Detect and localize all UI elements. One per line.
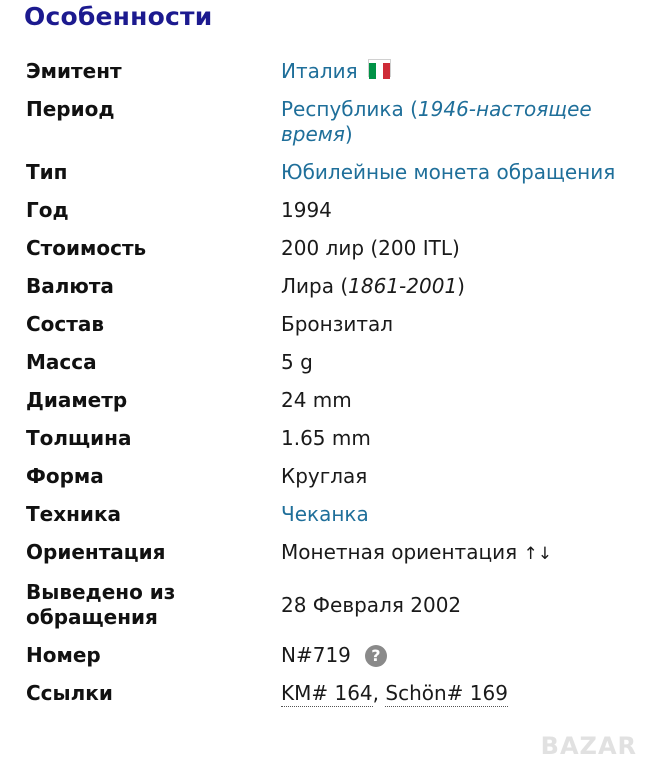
specs-table (26, 59, 626, 706)
row-label: Ссылки (26, 681, 113, 705)
issuer-link[interactable]: Италия (281, 59, 358, 83)
row-number (26, 643, 626, 681)
row-issuer (26, 59, 626, 97)
currency-text: Лира ( (281, 274, 349, 298)
row-label: Год (26, 198, 69, 222)
row-label: Техника (26, 502, 122, 526)
row-weight (26, 350, 626, 388)
row-label: Валюта (26, 274, 114, 298)
row-value (26, 236, 626, 274)
row-technique (26, 502, 626, 540)
row-references (26, 681, 626, 706)
row-value: 28 Февраля 2002 (281, 592, 462, 617)
row-label: Толщина (26, 426, 132, 450)
row-type (26, 160, 626, 198)
row-label: Выведено из обращения (26, 580, 176, 629)
schon-reference-link[interactable]: Schön# 169 (385, 681, 508, 705)
period-years: 1946-настоящее время (281, 97, 592, 146)
row-value: 1994 (281, 198, 332, 222)
reference-separator: , (372, 681, 386, 705)
technique-link[interactable]: Чеканка (281, 502, 369, 526)
row-shape (26, 464, 626, 502)
period-text: Республика ( (281, 97, 418, 121)
row-withdrawn (26, 580, 626, 643)
row-label: Номер (26, 643, 101, 667)
row-label: Масса (26, 350, 97, 374)
period-link[interactable] (281, 97, 592, 146)
row-label: Период (26, 97, 115, 121)
row-value: Круглая (281, 464, 368, 488)
currency-years: 1861-2001 (348, 274, 458, 298)
type-link[interactable]: Юбилейные монета обращения (281, 160, 616, 184)
period-close: ) (344, 122, 353, 146)
km-reference-link[interactable]: KM# 164 (281, 681, 373, 705)
italy-flag-icon (368, 59, 391, 77)
row-diameter (26, 388, 626, 426)
row-value: 24 mm (281, 388, 352, 412)
row-value: Бронзитал (281, 312, 394, 336)
row-label: Стоимость (26, 236, 147, 260)
row-label: Ориентация (26, 540, 166, 564)
row-value: 5 g (281, 350, 313, 374)
row-label: Состав (26, 312, 105, 336)
orientation-text: Монетная ориентация (281, 540, 518, 564)
watermark-logo: BAZAR (540, 732, 637, 760)
row-orientation (26, 540, 626, 580)
row-label: Диаметр (26, 388, 128, 412)
help-icon[interactable]: ? (365, 645, 387, 667)
orientation-arrows-icon: ↑↓ (523, 544, 552, 564)
row-value: 1.65 mm (281, 426, 371, 450)
row-label: Тип (26, 160, 68, 184)
row-currency (26, 274, 626, 312)
row-year (26, 198, 626, 236)
row-value: 200 лир (200 ITL) (281, 236, 460, 260)
section-heading: Особенности (24, 2, 213, 31)
row-composition (26, 312, 626, 350)
catalog-number: N#719 (281, 643, 351, 667)
row-period (26, 97, 626, 160)
row-label: Форма (26, 464, 104, 488)
row-label: Эмитент (26, 59, 122, 83)
currency-close: ) (457, 274, 465, 298)
row-thickness (26, 426, 626, 464)
